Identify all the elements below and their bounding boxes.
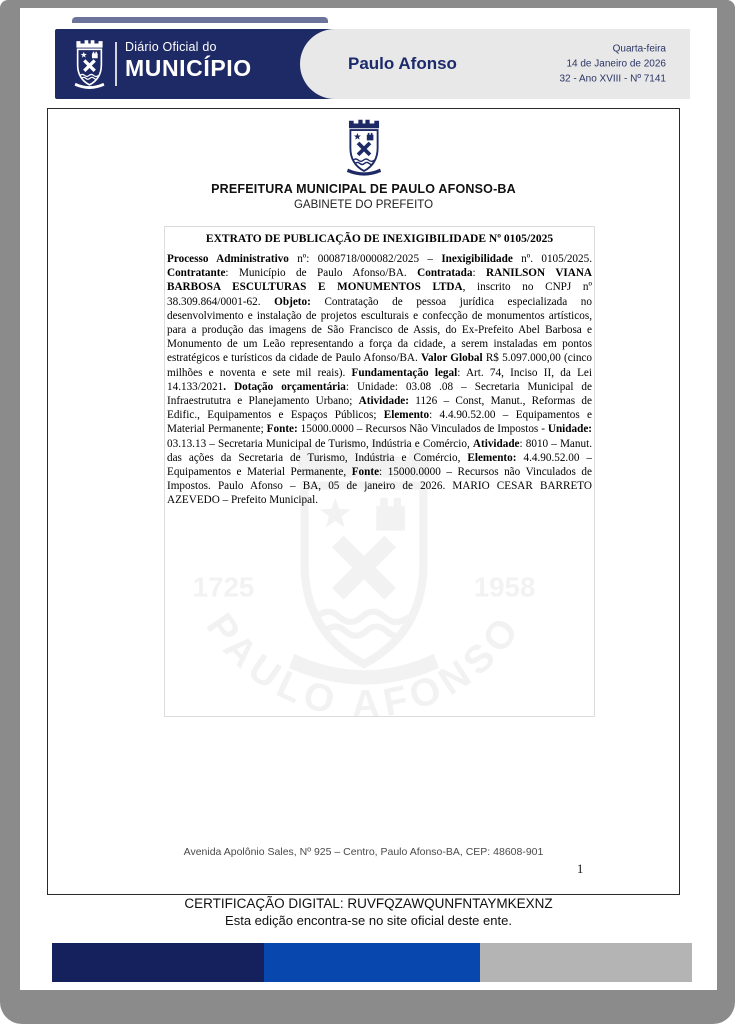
logo-subtitle: Diário Oficial do	[125, 40, 217, 54]
logo-divider	[115, 42, 117, 86]
masthead	[55, 29, 690, 99]
gazette-page	[20, 8, 717, 990]
municipal-crest-icon	[340, 116, 387, 178]
footer-bars	[52, 943, 692, 982]
previous-page-edge	[72, 17, 328, 23]
watermark-year-left: 1725	[192, 571, 255, 603]
document-frame	[47, 108, 680, 895]
gazette-logo	[125, 40, 252, 82]
notice-body: Processo Administrativo nº: 0008718/000082/2025 – Inexigibilidade nº. 0105/2025. Contratante: Município de Paulo Afonso/BA. Contratada: RANILSON VIANA BARBOSA ESCULTURAS E MONUMENTOS LTDA, inscrito no CNPJ nº 38.309.864/0001-62. Objeto: Contratação de pessoa jurídica especializada no desenvolvimento e instalação de projetos esculturais e confecção de monumentos artísticos, para a produção das imagens de São Francisco de Assis, do Ex-Prefeito Abel Barbosa e Monumento de um Leão representando a força da cidade, a serem instaladas em pontos estratégicos e turísticos da cidade de Paulo Afonso/BA. Valor Global R$ 5.097.000,00 (cinco milhões e noventa e sete mil reais). Fundamentação legal: Art. 74, Inciso II, da Lei 14.133/2021. Dotação orçamentária: Unidade: 03.08 .08 – Secretaria Municipal de Infraestrututra e Planejamento Urbano; Atividade: 1126 – Const, Manut., Reformas de Edific., Equipamentos e Espaços Públicos; Elemento: 4.4.90.52.00 – Equipamentos e Material Permanente; Fonte: 15000.0000 – Recursos Não Vinculados de Impostos - Unidade: 03.13.13 – Secretaria Municipal de Turismo, Indústria e Comércio, Atividade: 8010 – Manut. das ações da Secretaria de Turismo, Indústria e Comércio, Elemento: 4.4.90.52.00 – Equipamentos e Material Permanente, Fonte: 15000.0000 – Recursos não Vinculados de Impostos. Paulo Afonso – BA, 05 de janeiro de 2026. MARIO CESAR BARRETO AZEVEDO – Prefeito Municipal.	[167, 253, 593, 507]
watermark-year-right: 1958	[473, 571, 536, 603]
city-panel	[300, 29, 690, 99]
footer-bar-segment	[52, 943, 264, 982]
digital-certification: CERTIFICAÇÃO DIGITAL: RUVFQZAWQUNFNTAYMKEXNZ	[184, 896, 553, 911]
footer-bar-segment	[480, 943, 692, 982]
footer-bar-segment	[264, 943, 480, 982]
edition-date: 14 de Janeiro de 2026	[566, 58, 666, 70]
notice-title: EXTRATO DE PUBLICAÇÃO DE INEXIGIBILIDADE Nº 0105/2025	[205, 233, 554, 245]
municipal-crest-icon	[69, 37, 110, 91]
edition-note: Esta edição encontra-se no site oficial deste ente.	[225, 913, 512, 928]
logo-title: MUNICÍPIO	[125, 55, 252, 81]
edition-info	[560, 42, 667, 87]
city-name: Paulo Afonso	[348, 54, 457, 73]
edition-weekday: Quarta-feira	[612, 43, 666, 55]
watermark-city-text: PAULO AFONSO	[197, 605, 531, 727]
notice	[164, 226, 595, 717]
org-department: GABINETE DO PREFEITO	[293, 199, 434, 211]
edition-number: 32 - Ano XVIII - Nº 7141	[559, 73, 666, 85]
certification-footer	[20, 896, 717, 928]
municipal-address: Avenida Apolônio Sales, Nº 925 – Centro, Paulo Afonso-BA, CEP: 48608-901	[183, 846, 544, 858]
org-name: PREFEITURA MUNICIPAL DE PAULO AFONSO-BA	[211, 182, 516, 196]
page-number: 1	[577, 862, 584, 876]
